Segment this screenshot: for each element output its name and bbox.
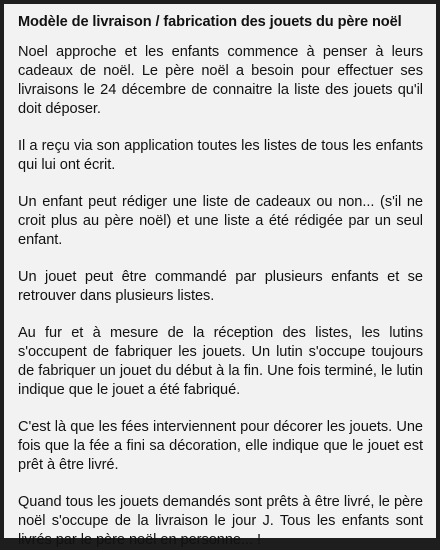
paragraph-6: C'est là que les fées interviennent pour décorer les jouets. Une fois que la fée a fini sa décoration, elle indique que le jouet est prêt à être livré. — [18, 419, 423, 473]
paragraph-1: Noel approche et les enfants commence à penser à leurs cadeaux de noël. Le père noël a besoin pour effectuer ses livraisons le 24 décembre de connaitre la liste des jouets qu'il doit déposer. — [18, 44, 423, 117]
paragraph-5: Au fur et à mesure de la réception des listes, les lutins s'occupent de fabriquer les jouets. Un lutin s'occupe toujours de fabriquer un jouet du début à la fin. Une fois terminé, le lutin indique que le jouet a été fabriqué. — [18, 325, 423, 398]
paragraph-3: Un enfant peut rédiger une liste de cadeaux ou non... (s'il ne croit plus au père noël) et une liste a été rédigée par un seul enfant. — [18, 194, 423, 248]
document-title: Modèle de livraison / fabrication des jouets du père noël — [18, 14, 402, 30]
paragraph-2: Il a reçu via son application toutes les listes de tous les enfants qui lui ont écrit. — [18, 138, 423, 173]
paragraph-7: Quand tous les jouets demandés sont prêts à être livré, le père noël s'occupe de la livraison le jour J. Tous les enfants sont livrés par le père noël en personne... ! — [18, 494, 423, 548]
paragraph-4: Un jouet peut être commandé par plusieurs enfants et se retrouver dans plusieurs listes. — [18, 269, 423, 304]
document-card — [4, 4, 436, 548]
